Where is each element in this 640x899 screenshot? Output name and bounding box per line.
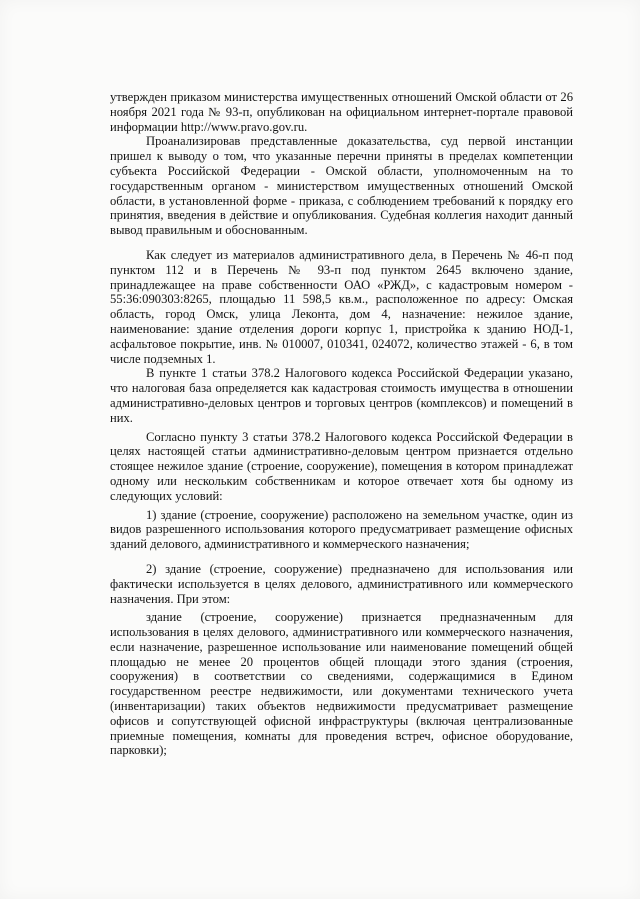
paragraph-tax-code-item-3: Согласно пункту 3 статьи 378.2 Налогового кодекса Российской Федерации в целях настоящей статьи административно-деловым центром признается отдельно стоящее нежилое здание (строение, сооружение), помещения в котором принадлежат одному или нескольким собственникам и которое отвечает хотя бы одному из следующих условий: bbox=[110, 429, 573, 503]
document-body bbox=[110, 90, 573, 758]
paragraph-court-conclusion: Проанализировав представленные доказательства, суд первой инстанции пришел к выводу о том, что указанные перечни приняты в пределах компетенции субъекта Российской Федерации - Омской области, уполномоченным на то государственным органом - министерством имущественных отношений Омской области, в установленной форме - приказа, с соблюдением требований к порядку его принятия, введения в действие и опубликования. Судебная коллегия находит данный вывод правильным и обоснованным. bbox=[110, 134, 573, 238]
paragraph-tax-code-item-1: В пункте 1 статьи 378.2 Налогового кодекса Российской Федерации указано, что налоговая база определяется как кадастровая стоимость имущества в отношении административно-деловых центров и торговых центров (комплексов) и помещений в них. bbox=[110, 366, 573, 425]
paragraph-condition-1: 1) здание (строение, сооружение) расположено на земельном участке, один из видов разрешенного использования которого предусматривает размещение офисных зданий делового, административного и коммерческого назначения; bbox=[110, 507, 573, 552]
paragraph-building-description: Как следует из материалов административного дела, в Перечень № 46-п под пунктом 112 и в Перечень № 93-п под пунктом 2645 включено здание, принадлежащее на праве собственности ОАО «РЖД», с кадастровым номером - 55:36:090303:8265, площадью 11 598,5 кв.м., расположенное по адресу: Омская область, город Омск, улица Леконта, дом 4, назначение: нежилое здание, наименование: здание отделения дороги корпус 1, пристройка к зданию НОД-1, асфальтовое покрытие, инв. № 010007, 010341, 024072, количество этажей - 6, в том числе подземных 1. bbox=[110, 247, 573, 366]
paragraph-order-publication: утвержден приказом министерства имущественных отношений Омской области от 26 ноября 2021 года № 93-п, опубликован на официальном интернет-портале правовой информации http://www.pravo.gov.ru. bbox=[110, 90, 573, 134]
paragraph-condition-2: 2) здание (строение, сооружение) предназначено для использования или фактически используется в целях делового, административного или коммерческого назначения. При этом: bbox=[110, 561, 573, 606]
paragraph-condition-2-details: здание (строение, сооружение) признается предназначенным для использования в целях делового, административного или коммерческого назначения, если назначение, разрешенное использование или наименование помещений общей площадью не менее 20 процентов общей площади этого здания (строения, сооружения) в соответствии со сведениями, содержащимися в Едином государственном реестре недвижимости, или документами технического учета (инвентаризации) таких объектов недвижимости предусматривает размещение офисов и сопутствующей офисной инфраструктуры (включая централизованные приемные помещения, комнаты для проведения встреч, офисное оборудование, парковки); bbox=[110, 610, 573, 758]
